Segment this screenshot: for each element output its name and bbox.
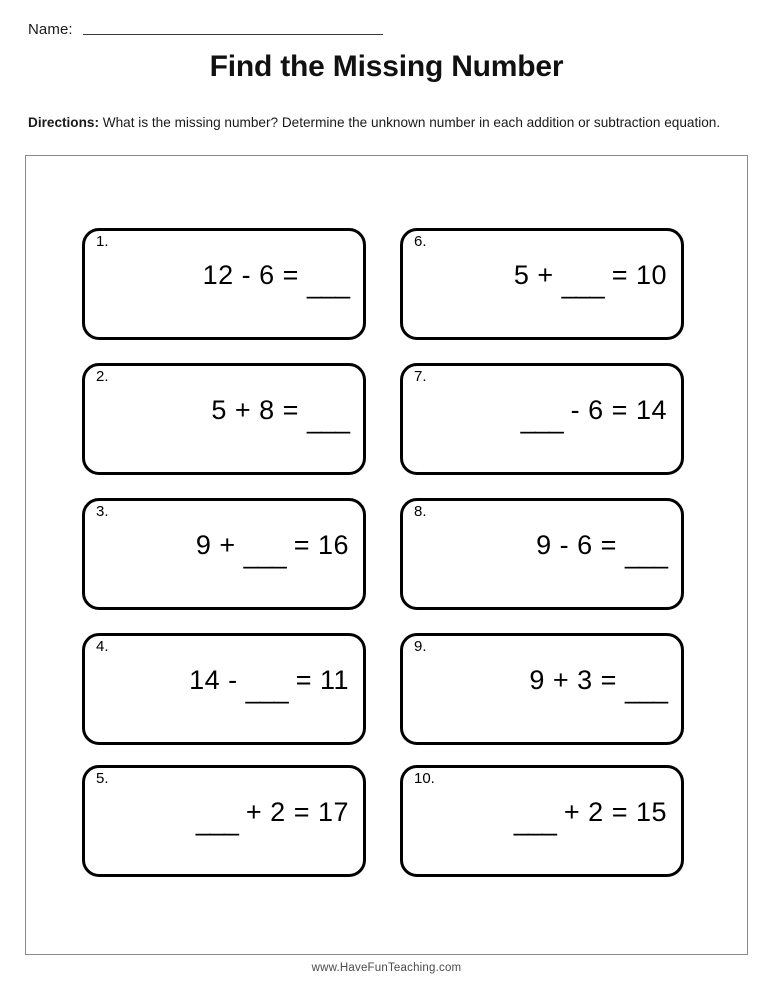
answer-blank[interactable]: ___	[624, 539, 667, 569]
equation-right: + 2 = 15	[555, 797, 667, 827]
directions-text: What is the missing number? Determine the unknown number in each addition or subtraction equation.	[99, 115, 721, 130]
problem-box-1[interactable]	[82, 228, 366, 340]
problem-box-5[interactable]	[82, 765, 366, 877]
answer-blank[interactable]: ___	[306, 269, 349, 299]
page-title: Find the Missing Number	[209, 50, 564, 83]
equation-left: 9 - 6 =	[536, 530, 625, 560]
equation-left: 5 + 8 =	[211, 395, 307, 425]
problem-box-4[interactable]	[82, 633, 366, 745]
problem-number: 4.	[96, 638, 109, 655]
directions	[28, 113, 743, 132]
problem-box-6[interactable]	[400, 228, 684, 340]
equation-left: 5 +	[513, 260, 562, 290]
problem-box-3[interactable]	[82, 498, 366, 610]
answer-blank[interactable]: ___	[195, 806, 238, 836]
problem-equation[interactable]	[403, 797, 667, 836]
problem-equation[interactable]	[403, 665, 667, 704]
answer-blank[interactable]: ___	[513, 806, 556, 836]
equation-left: 9 + 3 =	[529, 665, 625, 695]
problem-equation[interactable]	[85, 395, 349, 434]
problem-grid	[82, 228, 684, 878]
answer-blank[interactable]: ___	[520, 404, 563, 434]
equation-right: = 16	[285, 530, 349, 560]
equation-right: = 11	[287, 665, 349, 695]
equation-right: + 2 = 17	[237, 797, 349, 827]
problem-box-8[interactable]	[400, 498, 684, 610]
problem-box-9[interactable]	[400, 633, 684, 745]
directions-label: Directions:	[28, 115, 100, 130]
problem-number: 6.	[414, 233, 427, 250]
problem-equation[interactable]	[403, 530, 667, 569]
answer-blank[interactable]: ___	[243, 539, 286, 569]
problem-number: 8.	[414, 503, 427, 520]
footer-url: www.HaveFunTeaching.com	[311, 962, 462, 974]
name-write-line[interactable]	[83, 34, 383, 35]
problem-box-2[interactable]	[82, 363, 366, 475]
name-label: Name:	[28, 21, 73, 38]
problem-number: 10.	[414, 770, 435, 787]
problem-equation[interactable]	[85, 665, 349, 704]
answer-blank[interactable]: ___	[561, 269, 604, 299]
problem-box-7[interactable]	[400, 363, 684, 475]
equation-left: 14 -	[189, 665, 246, 695]
answer-blank[interactable]: ___	[624, 674, 667, 704]
name-field[interactable]	[28, 22, 383, 37]
problem-equation[interactable]	[85, 797, 349, 836]
answer-blank[interactable]: ___	[306, 404, 349, 434]
problem-equation[interactable]	[403, 395, 667, 434]
problem-number: 2.	[96, 368, 109, 385]
equation-left: 12 - 6 =	[202, 260, 307, 290]
problem-number: 7.	[414, 368, 427, 385]
problem-equation[interactable]	[85, 260, 349, 299]
problem-box-10[interactable]	[400, 765, 684, 877]
problem-number: 1.	[96, 233, 109, 250]
problem-number: 5.	[96, 770, 109, 787]
problem-equation[interactable]	[403, 260, 667, 299]
answer-blank[interactable]: ___	[245, 674, 288, 704]
equation-right: = 10	[603, 260, 667, 290]
problem-equation[interactable]	[85, 530, 349, 569]
equation-right: - 6 = 14	[562, 395, 667, 425]
equation-left: 9 +	[195, 530, 244, 560]
problem-number: 3.	[96, 503, 109, 520]
problem-number: 9.	[414, 638, 427, 655]
